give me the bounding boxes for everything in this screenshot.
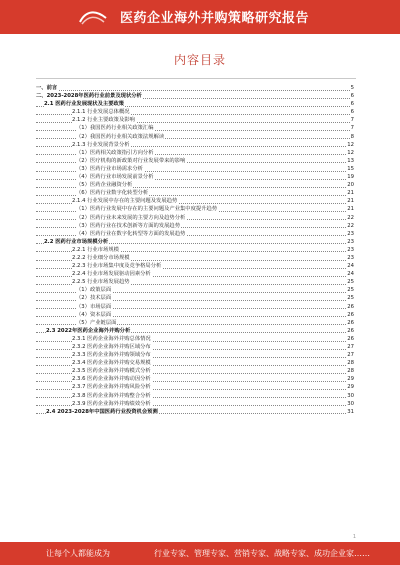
toc-entry-page: 8: [350, 133, 354, 140]
toc-entry[interactable]: [36, 84, 354, 92]
footer-slogan: 让每个人都能成为: [46, 549, 110, 558]
dot-leader: [36, 90, 354, 91]
toc-entry-label: （6）医药行业数字化转型分析: [76, 190, 149, 197]
toc-entry-label: 2.1 医药行业发展现状及主要政策: [44, 101, 125, 108]
toc-entry[interactable]: [36, 222, 354, 230]
toc-entry-page: 21: [347, 190, 354, 197]
toc-entry-page: 6: [350, 109, 354, 116]
toc-entry[interactable]: [36, 351, 354, 359]
toc-entry[interactable]: [36, 100, 354, 108]
toc-entry-label: 2.2.2 行业细分市场规模: [72, 254, 130, 261]
toc-entry-label: （4）医药行业在数字化转型等方面的发展趋势: [76, 230, 186, 237]
toc-entry[interactable]: [36, 359, 354, 367]
toc-entry-label: 2.3.2 医药企业海外并购区域分布: [72, 344, 151, 350]
toc-entry-label: 2.3.7 医药企业海外并购风险分析: [72, 384, 151, 391]
toc-entry-label: （4）资本层面: [76, 311, 112, 318]
toc-entry[interactable]: [36, 294, 354, 302]
toc-entry-label: （1）医药行业发展中存在的主要问题及产业集中度提升趋势: [76, 206, 218, 213]
toc-entry-label: （2）我国医药行业相关政策法规解读: [76, 133, 165, 140]
toc-entry-label: 2.3.1 医药企业海外并购总体情况: [72, 335, 151, 342]
toc-entry[interactable]: [36, 149, 354, 157]
toc-entry[interactable]: [36, 303, 354, 311]
document-title: 医药企业海外并购策略研究报告: [120, 11, 310, 26]
toc-entry-label: （4）医药行业市场发展前景分析: [76, 174, 154, 181]
toc-entry-label: （2）医疗机构的新政策对行业发展带来的影响: [76, 157, 186, 164]
toc-entry-page: 22: [347, 222, 354, 229]
toc-entry-label: 二、2023-2028年医药行业前景及现状分析: [36, 93, 142, 100]
toc-entry[interactable]: [36, 383, 354, 391]
toc-entry-page: 26: [347, 303, 354, 310]
toc-entry[interactable]: [36, 327, 354, 335]
logo-icon: [78, 8, 108, 26]
toc-entry-page: 12: [347, 141, 354, 148]
toc-entry-label: 2.3.6 医药企业海外并购动因分析: [72, 376, 151, 383]
toc-entry-page: 21: [347, 198, 354, 205]
toc-entry[interactable]: [36, 254, 354, 262]
toc-entry-label: 2.2.1 行业市场规模: [72, 246, 119, 253]
toc-entry[interactable]: [36, 246, 354, 254]
toc-entry-page: 26: [347, 319, 354, 326]
toc-entry-label: 2.3 2022年医药企业海外并购分析: [46, 327, 131, 334]
toc-entry[interactable]: [36, 319, 354, 327]
toc-entry-label: （1）医药相关政策指引方向分析: [76, 149, 154, 156]
page-number: 1: [352, 534, 356, 540]
toc-entry[interactable]: [36, 335, 354, 343]
toc-entry[interactable]: [36, 157, 354, 165]
toc-entry-page: 25: [347, 287, 354, 294]
toc-entry-label: （3）医药行业市场需求分析: [76, 165, 143, 172]
toc-entry-label: （2）医药行业未来发展的主要方向及趋势分析: [76, 214, 186, 221]
toc-entry[interactable]: [36, 238, 354, 246]
toc-entry-page: 15: [347, 165, 354, 172]
toc-entry[interactable]: [36, 262, 354, 270]
toc-entry-page: 23: [347, 246, 354, 253]
toc-entry[interactable]: [36, 116, 354, 124]
toc-entry[interactable]: [36, 270, 354, 278]
toc-entry-page: 26: [347, 311, 354, 318]
toc-entry-page: 30: [347, 392, 354, 399]
toc-entry[interactable]: [36, 124, 354, 132]
toc-heading: 内容目录: [173, 53, 226, 67]
toc-entry-label: 2.3.3 医药企业海外并购领域分布: [72, 352, 151, 359]
toc-entry[interactable]: [36, 286, 354, 294]
toc-entry[interactable]: [36, 108, 354, 116]
toc-entry-page: 31: [347, 408, 354, 415]
toc-entry-label: 2.3.8 医药企业海外并购整合分析: [72, 392, 151, 399]
toc-entry-page: 29: [347, 376, 354, 383]
toc-entry-page: 24: [347, 271, 354, 278]
toc-entry-label: 2.1.4 行业发展中存在的主要问题及发展趋势: [72, 198, 178, 205]
toc-entry-label: 2.2 医药行业市场规模分析: [44, 238, 109, 245]
toc-entry-page: 21: [347, 206, 354, 213]
toc-entry-page: 6: [350, 93, 354, 100]
toc-entry-page: 23: [347, 230, 354, 237]
toc-entry-page: 26: [347, 327, 354, 334]
toc-entry-page: 28: [347, 368, 354, 375]
toc-entry[interactable]: [36, 165, 354, 173]
toc-entry-page: 28: [347, 360, 354, 367]
toc-entry-page: 19: [347, 174, 354, 181]
toc-entry-page: 6: [350, 101, 354, 108]
toc-entry-page: 27: [347, 344, 354, 350]
toc-entry-label: （1）政策层面: [76, 287, 112, 294]
toc-entry[interactable]: [36, 230, 354, 238]
toc-entry-label: （5）医药企业融资分析: [76, 182, 133, 189]
toc-entry[interactable]: [36, 197, 354, 205]
toc-entry-page: 30: [347, 400, 354, 407]
toc-entry[interactable]: [36, 367, 354, 375]
toc-entry-label: 2.3.9 医药企业海外并购绩效分析: [72, 400, 151, 407]
divider: [36, 78, 356, 79]
toc-entry-label: 2.4 2023-2028年中国医药行业投资机会预测: [46, 408, 158, 415]
toc-entry[interactable]: [36, 133, 354, 141]
toc-entry-page: 13: [347, 157, 354, 164]
toc-entry-label: 2.3.5 医药企业海外并购模式分析: [72, 368, 151, 375]
header-bar: [0, 0, 400, 34]
footer-tagline: 行业专家、管理专家、营销专家、战略专家、成功企业家……: [154, 549, 370, 558]
toc-entry-label: 2.1.1 行业发展总体概况: [72, 109, 130, 116]
footer-bar: [0, 542, 400, 565]
toc-entry-label: 2.3.4 医药企业海外并购交易规模: [72, 360, 151, 367]
toc-entry-page: 22: [347, 214, 354, 221]
toc-entry-label: （3）市场层面: [76, 303, 112, 310]
table-of-contents: [36, 84, 354, 416]
toc-entry[interactable]: [36, 375, 354, 383]
toc-entry-page: 25: [347, 295, 354, 302]
toc-entry-page: 5: [350, 85, 354, 91]
toc-entry[interactable]: [36, 392, 354, 400]
toc-entry-page: 12: [347, 149, 354, 156]
toc-entry-page: 7: [350, 125, 354, 132]
toc-entry-page: 20: [347, 182, 354, 189]
toc-entry[interactable]: [36, 181, 354, 189]
toc-entry[interactable]: [36, 189, 354, 197]
toc-entry[interactable]: [36, 408, 354, 416]
toc-entry-label: （3）医药行业在技术创新等方面的发展趋势: [76, 222, 181, 229]
toc-entry[interactable]: [36, 173, 354, 181]
toc-entry-label: 2.2.5 行业市场发展趋势: [72, 279, 130, 286]
toc-entry[interactable]: [36, 92, 354, 100]
toc-entry-label: 2.1.2 行业主要政策及影响: [72, 117, 135, 124]
toc-entry-page: 26: [347, 335, 354, 342]
toc-entry[interactable]: [36, 278, 354, 286]
toc-entry-page: 27: [347, 352, 354, 359]
toc-entry-label: （5）产业链层面: [76, 319, 117, 326]
toc-entry-label: 一、前言: [36, 85, 58, 91]
toc-entry-page: 29: [347, 384, 354, 391]
toc-entry-label: 2.2.4 行业市场发展驱动因素分析: [72, 271, 151, 278]
toc-entry[interactable]: [36, 311, 354, 319]
toc-entry-label: 2.2.3 行业市场集中度及竞争格局分析: [72, 263, 162, 270]
toc-entry-page: 25: [347, 279, 354, 286]
toc-entry-label: （2）技术层面: [76, 295, 112, 302]
toc-entry-page: 23: [347, 238, 354, 245]
toc-entry[interactable]: [36, 400, 354, 408]
toc-entry[interactable]: [36, 343, 354, 351]
toc-entry-page: 23: [347, 254, 354, 261]
toc-entry-page: 7: [350, 117, 354, 124]
toc-entry[interactable]: [36, 141, 354, 149]
toc-entry-page: 24: [347, 263, 354, 270]
toc-entry-label: （1）我国医药行业相关政策汇编: [76, 125, 154, 132]
toc-entry-label: 2.1.3 行业发展背景分析: [72, 141, 130, 148]
toc-entry[interactable]: [36, 205, 354, 213]
toc-entry[interactable]: [36, 214, 354, 222]
